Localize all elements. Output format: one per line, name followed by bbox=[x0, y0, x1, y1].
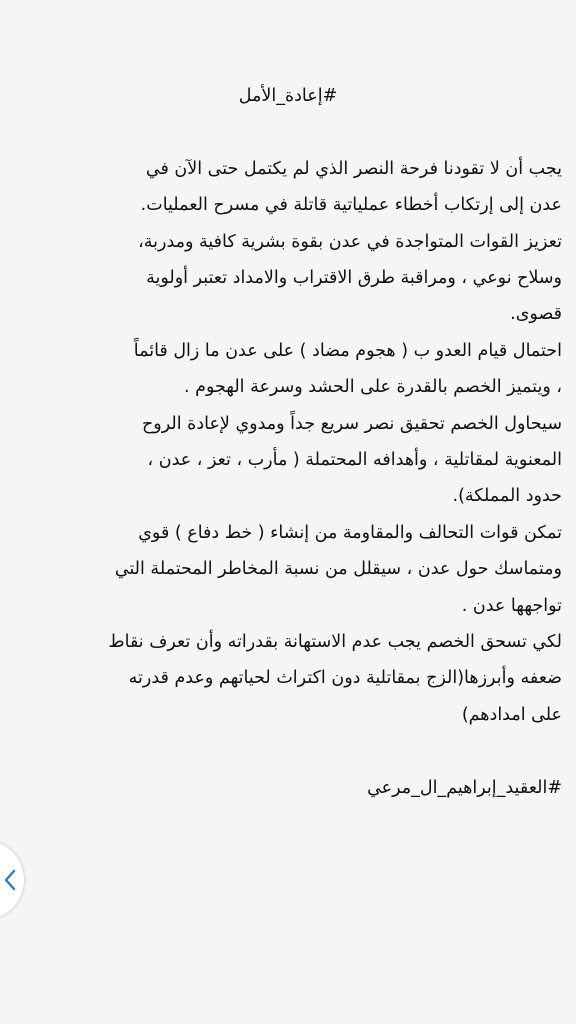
post-title-hashtag: #إعادة_الأمل bbox=[238, 86, 338, 106]
post-line: ضعفه وأبرزها(الزج بمقاتلية دون اكتراث لحياتهم وعدم قدرته bbox=[128, 668, 562, 689]
post-line: عدن إلى إرتكاب أخطاء عملياتية قاتلة في مسرح العمليات. bbox=[140, 195, 562, 216]
post-line: وسلاح نوعي ، ومراقبة طرق الاقتراب والامداد تعتبر أولوية bbox=[146, 268, 562, 289]
post-line: المعنوية لمقاتلية ، وأهدافه المحتملة ( مأرب ، تعز ، عدن ، bbox=[147, 450, 562, 471]
post-line: تمكن قوات التحالف والمقاومة من إنشاء ( خط دفاع ) قوي bbox=[138, 522, 562, 543]
back-tab-button[interactable] bbox=[0, 840, 24, 920]
post-line: تعزيز القوات المتواجدة في عدن بقوة بشرية كافية ومدربة، bbox=[138, 231, 562, 252]
post-line: قصوى. bbox=[510, 304, 562, 325]
post-line: حدود المملكة). bbox=[452, 486, 562, 507]
chevron-left-icon bbox=[4, 869, 16, 891]
post-body bbox=[14, 78, 562, 806]
blank-line bbox=[14, 114, 562, 150]
post-line: احتمال قيام العدو ب ( هجوم مضاد ) على عدن ما زال قائماً bbox=[133, 340, 562, 361]
post-line: ، ويتميز الخصم بالقدرة على الحشد وسرعة الهجوم . bbox=[183, 377, 562, 398]
blank-line bbox=[14, 733, 562, 769]
post-line: ومتماسك حول عدن ، سيقلل من نسبة المخاطر المحتملة التي bbox=[114, 559, 562, 580]
post-line: لكي تسحق الخصم يجب عدم الاستهانة بقدراته وأن تعرف نقاط bbox=[108, 632, 562, 653]
post-line: يجب أن لا تقودنا فرحة النصر الذي لم يكتمل حتى الآن في bbox=[145, 158, 562, 179]
post-signature-hashtag: #العقيد_إبراهيم_ال_مرعي bbox=[367, 777, 562, 798]
post-line: على امدادهم) bbox=[461, 704, 562, 725]
post-line: تواجهها عدن . bbox=[461, 595, 562, 616]
post-line: سيحاول الخصم تحقيق نصر سريع جداً ومدوي لإعادة الروح bbox=[142, 413, 562, 434]
